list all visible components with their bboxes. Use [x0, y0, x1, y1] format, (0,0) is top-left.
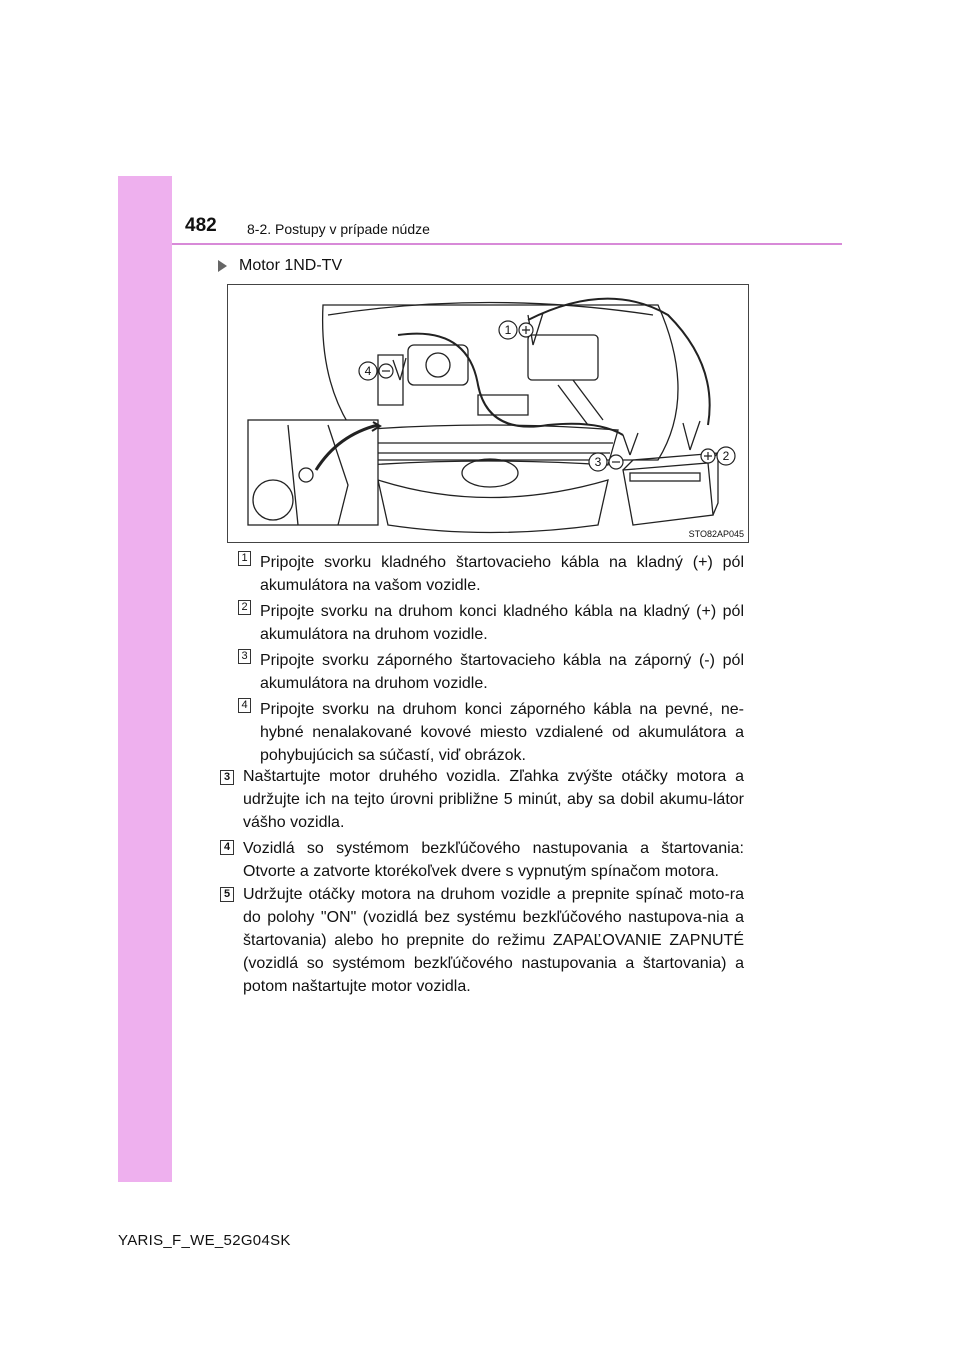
step-badge: 5 [220, 887, 234, 902]
callout-2: 2 [722, 449, 730, 463]
step-text: Naštartujte motor druhého vozidla. Zľahka zvýšte otáčky motora a udržujte ich na tejto úrovni približne 5 minút, aby sa dobil akumu-látor vášho vozidla. [243, 768, 744, 831]
substep-text: Pripojte svorku kladného štartovacieho kábla na kladný (+) pól akumulátora na vašom vozidle. [260, 554, 744, 594]
subheading-text: Motor 1ND-TV [239, 257, 343, 274]
substep-badge: 2 [238, 600, 251, 615]
substep-badge: 1 [238, 551, 251, 566]
page-number: 482 [185, 215, 217, 236]
step-badge: 4 [220, 840, 234, 855]
substep-text: Pripojte svorku na druhom konci kladného kábla na kladný (+) pól akumulátora na druhom vozidle. [260, 603, 744, 643]
triangle-bullet-icon [218, 260, 227, 272]
step-text: Vozidlá so systémom bezkľúčového nastupovania a štartovania: Otvorte a zatvorte ktorékoľvek dvere s vypnutým spínačom motora. [243, 840, 744, 880]
chapter-sidebar-tab [118, 176, 172, 1182]
callout-4: 4 [364, 364, 372, 378]
figure-code: STO82AP045 [688, 529, 744, 539]
engine-bay-drawing [228, 285, 748, 542]
callout-1: 1 [504, 323, 512, 337]
step-text: Udržujte otáčky motora na druhom vozidle a prepnite spínač moto-ra do polohy "ON" (vozidlá bez systému bezkľúčového nastupova-nia a štartovania) alebo ho prepnite do režimu ZAPAĽOVANIE ZAPNUTÉ (vozidlá so systémom bezkľúčového nastupovania a štartovania) a potom naštartujte motor vozidla. [243, 886, 744, 995]
substep-badge: 3 [238, 649, 251, 664]
substep-text: Pripojte svorku záporného štartovacieho kábla na záporný (-) pól akumulátora na druhom vozidle. [260, 652, 744, 692]
step-badge: 3 [220, 770, 234, 785]
section-title: 8-2. Postupy v prípade núdze [247, 221, 430, 237]
subheading [218, 257, 342, 275]
callout-3: 3 [594, 455, 602, 469]
substep-text: Pripojte svorku na druhom konci záporného kábla na pevné, ne-hybné nenalakované kovové miesto vzdialené od akumulátora a pohybujúcich sa súčastí, viď obrázok. [260, 701, 744, 764]
substep-badge: 4 [238, 698, 251, 713]
document-footer: YARIS_F_WE_52G04SK [118, 1232, 291, 1249]
header-rule [172, 243, 842, 245]
jump-start-illustration [227, 284, 749, 543]
